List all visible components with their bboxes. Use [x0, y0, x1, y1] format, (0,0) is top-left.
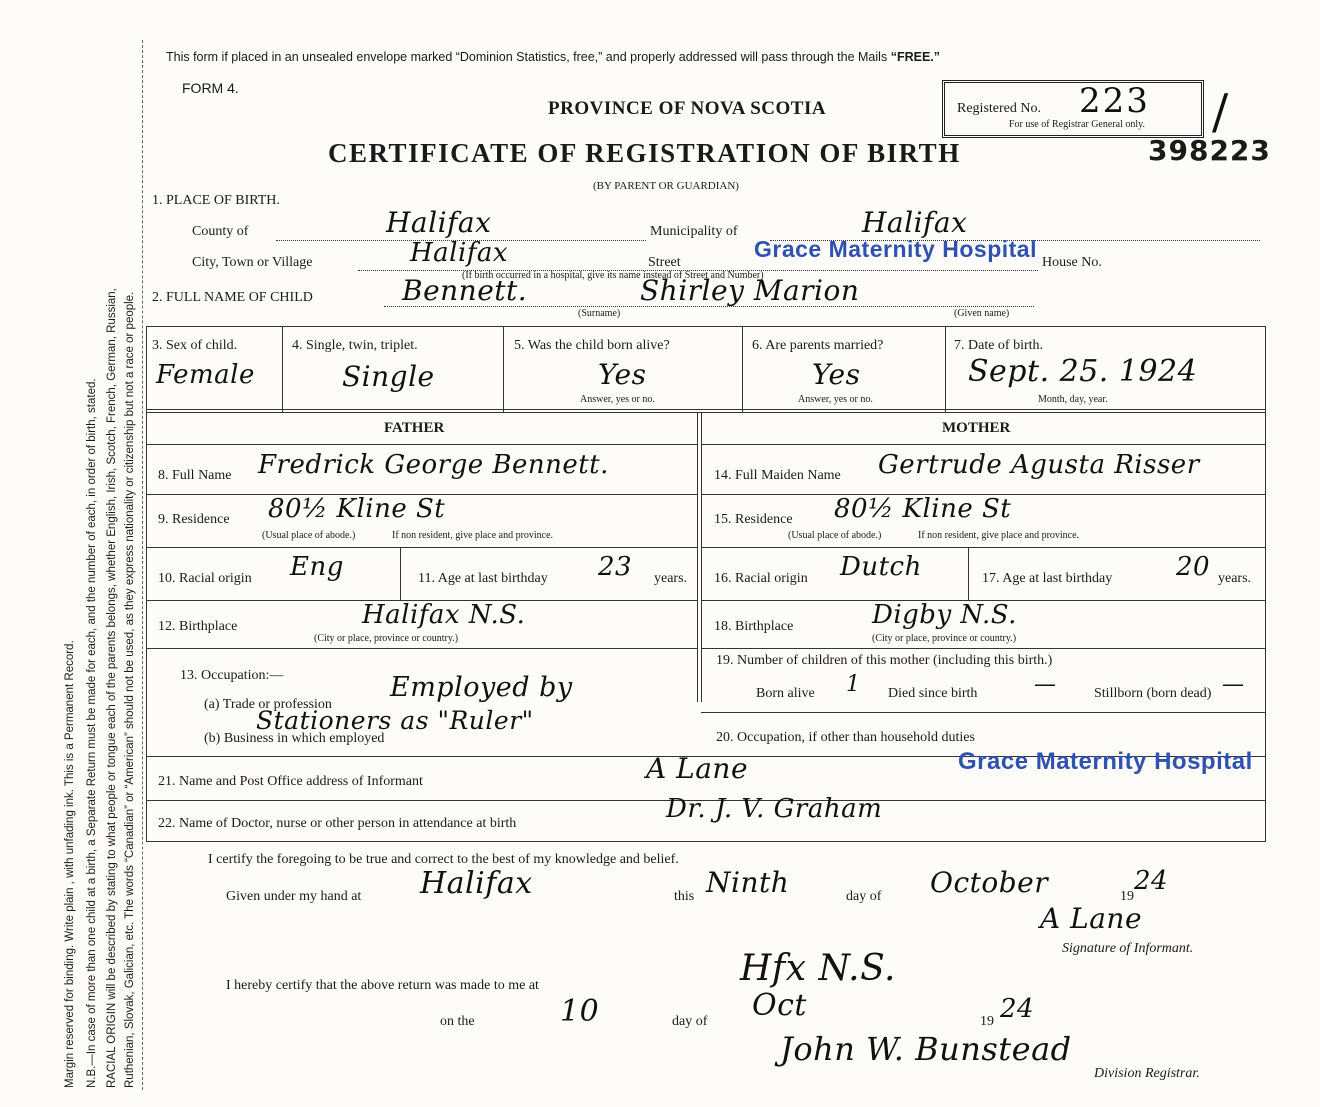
year-prefix: 19 [1120, 889, 1134, 904]
col-divider-1 [282, 326, 283, 412]
registration-tick: / [1212, 84, 1229, 140]
city-value: Halifax [410, 238, 509, 268]
born-alive-note: Answer, yes or no. [580, 394, 655, 405]
trade-label: (a) Trade or profession [204, 697, 332, 712]
divider-2 [146, 409, 1266, 410]
hospital-stamp: Grace Maternity Hospital [754, 236, 1037, 262]
plurality-value: Single [342, 360, 435, 393]
died-label: Died since birth [888, 686, 978, 701]
margin-note-racial-origin-cont: Ruthenian, Slovak, Galician, etc. The words “Canadian” or “American” should not be used, as they express nationality or citizenship but not a race or people. [124, 291, 136, 1088]
parents-married-label: 6. Are parents married? [752, 338, 884, 353]
municipality-label: Municipality of [650, 224, 738, 239]
mother-racial-label: 16. Racial origin [714, 571, 808, 586]
registrar-day-value: 10 [560, 994, 600, 1029]
mother-residence-value: 80½ Kline St [834, 494, 1012, 524]
informant-signature: A Lane [1040, 902, 1143, 935]
parents-married-value: Yes [812, 358, 861, 391]
died-value: — [1034, 672, 1057, 697]
father-racial-value: Eng [290, 552, 344, 582]
father-heading: FATHER [384, 420, 445, 436]
divider-2b [146, 412, 1266, 413]
margin-note-multiple-births: N.B.—In case of more than one child at a birth, a Separate Return must be made for each, and the number of each, in order of birth, stated. [86, 378, 98, 1088]
father-name-value: Fredrick George Bennett. [258, 450, 609, 480]
father-row-line-4 [146, 648, 697, 649]
page-title: CERTIFICATE OF REGISTRATION OF BIRTH [328, 138, 961, 168]
mother-row-line-2 [701, 547, 1265, 548]
born-alive-label: 5. Was the child born alive? [514, 338, 670, 353]
county-label: County of [192, 224, 249, 239]
mother-residence-label: 15. Residence [714, 512, 793, 527]
day-value: Ninth [706, 866, 790, 899]
registered-label: Registered No. [957, 101, 1041, 116]
mother-birthplace-value: Digby N.S. [872, 600, 1017, 630]
mother-age-value: 20 [1176, 552, 1211, 582]
child-surname: Bennett. [402, 274, 528, 307]
registrar-label: Division Registrar. [1094, 1066, 1200, 1081]
plurality-label: 4. Single, twin, triplet. [292, 338, 418, 353]
mother-age-divider [968, 547, 969, 600]
father-birthplace-label: 12. Birthplace [158, 619, 238, 634]
father-nonres-note: If non resident, give place and province. [392, 530, 554, 541]
mother-row-line-0 [701, 444, 1265, 445]
parents-divider-a [697, 412, 698, 702]
registrar-year-value: 24 [1000, 994, 1035, 1024]
born-alive-value: Yes [598, 358, 647, 391]
signature-label: Signature of Informant. [1062, 941, 1194, 956]
mother-abode-note: (Usual place of abode.) [788, 530, 882, 541]
child-name-label: 2. FULL NAME OF CHILD [152, 290, 313, 305]
born-alive-count-label: Born alive [756, 686, 815, 701]
file-number: 398223 [1148, 134, 1271, 167]
subtitle: (BY PARENT OR GUARDIAN) [593, 180, 739, 192]
registered-number-box [942, 80, 1204, 138]
registrar-signature: John W. Bunstead [780, 1030, 1072, 1068]
registrar-day-of-label: day of [672, 1014, 708, 1029]
province-heading: PROVINCE OF NOVA SCOTIA [548, 98, 827, 119]
given-name-note: (Given name) [954, 308, 1010, 319]
surname-note: (Surname) [578, 308, 621, 319]
trade-value: Employed by [390, 672, 573, 703]
registrar-place-value: Hfx N.S. [740, 948, 896, 989]
father-residence-label: 9. Residence [158, 512, 230, 527]
father-age-label: 11. Age at last birthday [418, 571, 548, 586]
parents-married-note: Answer, yes or no. [798, 394, 873, 405]
hospital-note: (If birth occurred in a hospital, give its name instead of Street and Number) [462, 270, 764, 281]
margin-note-binding: Margin reserved for binding. Write plain , with unfading ink. This is a Permanent Record. [64, 640, 76, 1088]
year-value: 24 [1134, 866, 1169, 896]
informant-value: A Lane [646, 752, 749, 785]
registrar-year-prefix: 19 [980, 1014, 994, 1029]
stillborn-value: — [1222, 672, 1245, 697]
mother-name-label: 14. Full Maiden Name [714, 468, 841, 483]
given-place-value: Halifax [420, 866, 533, 901]
month-value: October [930, 866, 1049, 899]
mother-name-value: Gertrude Agusta Risser [878, 450, 1200, 480]
born-alive-count-value: 1 [846, 672, 861, 697]
registered-value: 223 [1079, 81, 1150, 121]
father-city-note: (City or place, province or country.) [314, 633, 459, 644]
given-under-label: Given under my hand at [226, 889, 362, 904]
binding-margin-line [142, 40, 143, 1090]
mother-age-label: 17. Age at last birthday [982, 571, 1113, 586]
business-label: (b) Business in which employed [204, 731, 385, 746]
municipality-value: Halifax [862, 206, 968, 239]
frame-right [1265, 326, 1266, 841]
mother-years: years. [1218, 571, 1252, 586]
dob-label: 7. Date of birth. [954, 338, 1044, 353]
dob-value: Sept. 25. 1924 [968, 354, 1198, 389]
registered-note: For use of Registrar General only. [1009, 119, 1145, 130]
sex-value: Female [156, 360, 255, 390]
informant-address-stamp: Grace Maternity Hospital [958, 748, 1253, 775]
father-birthplace-value: Halifax N.S. [362, 600, 526, 630]
dob-note: Month, day, year. [1038, 394, 1108, 405]
on-the-label: on the [440, 1014, 475, 1029]
registrar-month-value: Oct [752, 988, 807, 1023]
mother-racial-value: Dutch [840, 552, 922, 582]
mother-nonres-note: If non resident, give place and province. [918, 530, 1080, 541]
city-label: City, Town or Village [192, 255, 313, 270]
father-age-divider [400, 547, 401, 600]
father-row-line-2 [146, 547, 697, 548]
form-number: FORM 4. [182, 80, 239, 96]
mother-row-line-4 [701, 648, 1265, 649]
day-of-label: day of [846, 889, 882, 904]
father-age-value: 23 [598, 552, 633, 582]
col-divider-3 [742, 326, 743, 412]
certify-text: I certify the foregoing to be true and correct to the best of my knowledge and belief. [208, 852, 679, 867]
father-years: years. [654, 571, 688, 586]
stillborn-label: Stillborn (born dead) [1094, 686, 1212, 701]
mother-city-note: (City or place, province or country.) [872, 633, 1017, 644]
parents-divider-b [701, 412, 702, 702]
occupation-label: 13. Occupation:— [180, 668, 284, 683]
mother-row-line-5 [701, 712, 1265, 713]
mail-notice: This form if placed in an unsealed envelope marked “Dominion Statistics, free,” and properly addressed will pass through the Mails “FREE.” [166, 50, 940, 64]
this-label: this [674, 889, 695, 904]
frame-left [146, 326, 147, 841]
children-count-label: 19. Number of children of this mother (including this birth.) [716, 653, 1053, 668]
business-value: Stationers as "Ruler" [256, 706, 534, 735]
street-label: Street [648, 255, 681, 270]
doctor-label: 22. Name of Doctor, nurse or other person in attendance at birth [158, 816, 517, 831]
child-given-name: Shirley Marion [640, 274, 860, 307]
doctor-value: Dr. J. V. Graham [666, 794, 883, 824]
frame-bottom [146, 841, 1266, 842]
sex-label: 3. Sex of child. [152, 338, 238, 353]
registrar-certify-text: I hereby certify that the above return was made to me at [226, 978, 539, 993]
mother-heading: MOTHER [942, 420, 1011, 436]
informant-label: 21. Name and Post Office address of Informant [158, 774, 423, 789]
mother-birthplace-label: 18. Birthplace [714, 619, 794, 634]
house-number-label: House No. [1042, 255, 1102, 270]
father-name-label: 8. Full Name [158, 468, 232, 483]
county-value: Halifax [386, 206, 492, 239]
father-abode-note: (Usual place of abode.) [262, 530, 356, 541]
father-residence-value: 80½ Kline St [268, 494, 446, 524]
father-row-line-0 [146, 444, 697, 445]
place-of-birth-label: 1. PLACE OF BIRTH. [152, 193, 280, 208]
margin-note-racial-origin: RACIAL ORIGIN will be described by stating to what people or tongue each of the parents belongs, whether English, Irish, Scotch, French, German, Russian, [106, 288, 118, 1088]
divider-1 [146, 326, 1266, 327]
col-divider-2 [503, 326, 504, 412]
col-divider-4 [945, 326, 946, 412]
mother-occupation-label: 20. Occupation, if other than household duties [716, 730, 975, 745]
father-racial-label: 10. Racial origin [158, 571, 252, 586]
child-name-line [384, 306, 1034, 307]
